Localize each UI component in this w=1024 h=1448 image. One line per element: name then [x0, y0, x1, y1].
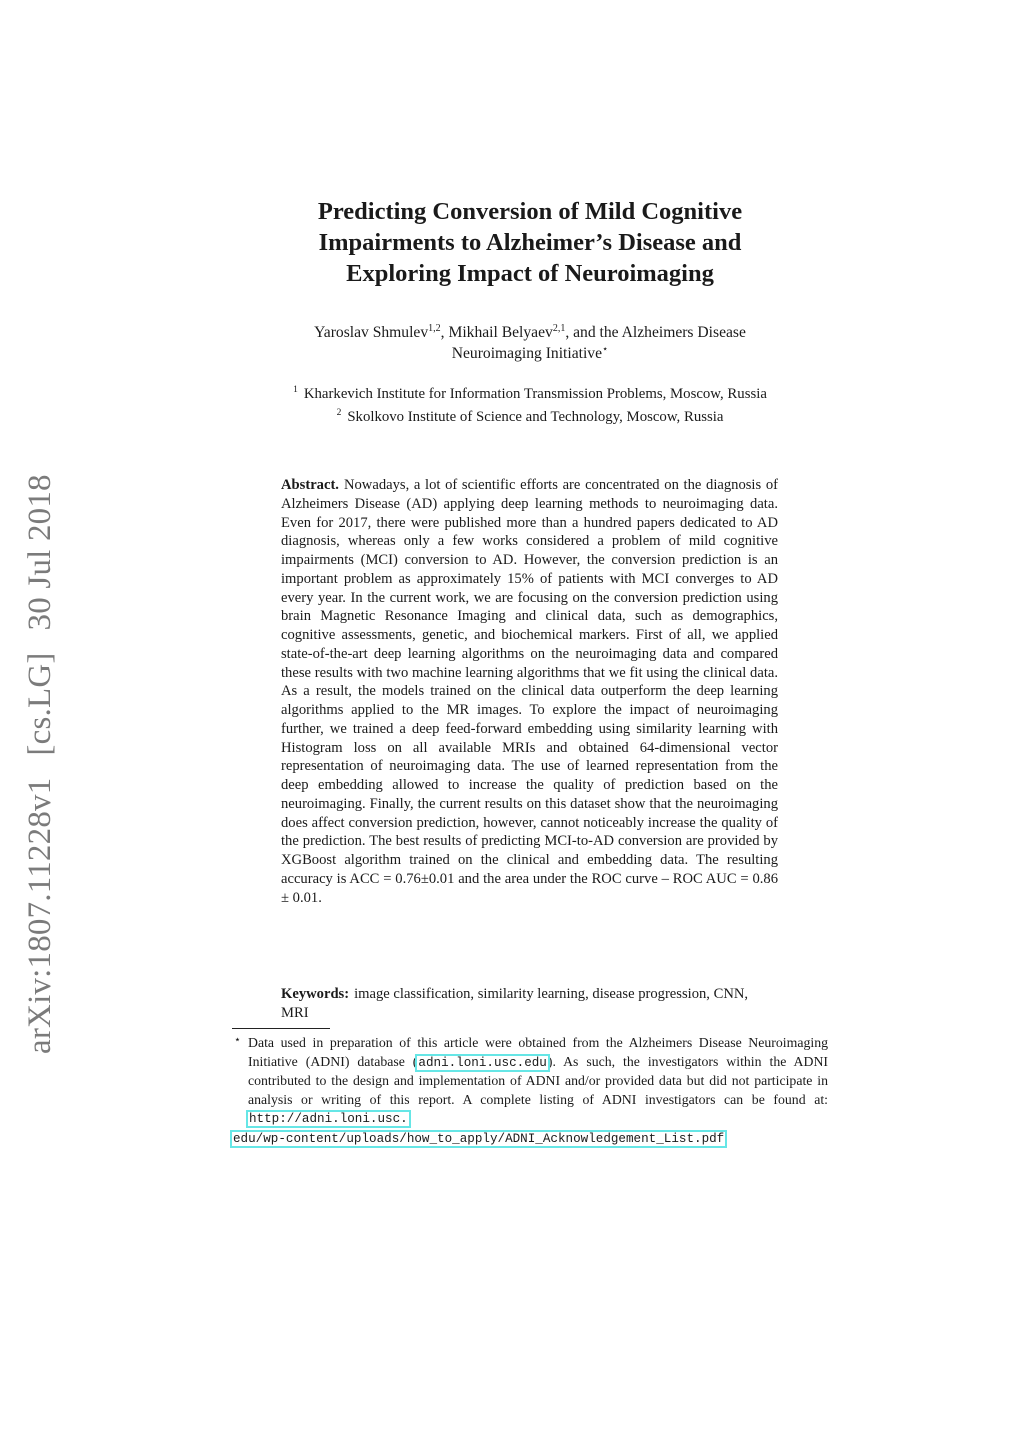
author-belyaev: Mikhail Belyaev	[448, 324, 553, 341]
title-line-2: Impairments to Alzheimer’s Disease and	[318, 229, 742, 256]
abstract-text: Nowadays, a lot of scientific efforts are concentrated on the diagnosis of Alzheimers Disease (AD) applying deep learning methods to neuroimaging data. Even for 2017, there were published more than a hundred papers dedicated to AD diagnosis, whereas only a few works considered a problem of mild cognitive impairments (MCI) conversion to AD. However, the conversion prediction is an important problem as approximately 15% of patients with MCI converges to AD every year. In the current work, we are focusing on the conversion prediction using brain Magnetic Resonance Imaging and clinical data, such as demographics, cognitive assessments, genetic, and biochemical markers. First of all, we applied state-of-the-art deep learning algorithms on the neuroimaging data and compared these results with two machine learning algorithms that we fit using the clinical data. As a result, the models trained on the clinical data outperform the deep learning algorithms applied to the MR images. To explore the impact of neuroimaging further, we trained a deep feed-forward embedding using similarity learning with Histogram loss on all available MRIs and obtained 64-dimensional vector representation of neuroimaging data. The use of learned representation from the deep embedding allowed to increase the quality of prediction based on the neuroimaging. Finally, the current results on this dataset show that the neuroimaging does affect conversion prediction, however, cannot noticeably increase the quality of the prediction. The best results of predicting MCI-to-AD conversion are provided by XGBoost algorithm trained on the clinical and embedding data. The resulting accuracy is ACC = 0.76±0.01 and the area under the ROC curve – ROC AUC = 0.86 ± 0.01.	[281, 477, 778, 906]
footnote-mark: ⋆	[234, 1034, 241, 1046]
affiliation-2-text: Skolkovo Institute of Science and Technology, Moscow, Russia	[347, 409, 724, 426]
abstract-label: Abstract.	[281, 477, 339, 493]
affiliation-1-text: Kharkevich Institute for Information Transmission Problems, Moscow, Russia	[303, 385, 767, 402]
affiliation-2	[200, 404, 860, 427]
footnote-text-before: Data used in preparation of this article were obtained from the Alzheimers Disease Neuroimaging Initiative (ADNI) database (	[248, 1035, 828, 1069]
affiliation-1-mark: 1	[293, 385, 298, 395]
footnote-link-line	[232, 1129, 828, 1149]
keywords-label: Keywords:	[281, 986, 350, 1002]
affiliations	[200, 381, 860, 428]
footnote-body	[232, 1034, 828, 1148]
adni-acknowledgement-link-part2[interactable]: edu/wp-content/uploads/how_to_apply/ADNI_Acknowledgement_List.pdf	[233, 1131, 725, 1146]
footnote-divider	[232, 1028, 330, 1029]
keywords-text: image classification, similarity learning, disease progression, CNN, MRI	[281, 986, 749, 1021]
author-group-footnote-mark: ⋆	[602, 343, 609, 355]
adni-database-link[interactable]: adni.loni.usc.edu	[418, 1055, 547, 1070]
author-list: Yaroslav Shmulev$^{1,2}$, Mikhail Belyaev$^{2,1}$, and the Alzheimers Disease Neuroimaging Initiative⋆	[314, 322, 746, 362]
footnote	[232, 1034, 828, 1148]
title-line-1: Predicting Conversion of Mild Cognitive	[317, 198, 743, 225]
footnote-text-middle: ). As such, the investigators within the ADNI contributed to the design and implementation of ADNI and/or provided data but did not participate in analysis or writing of this report. A complete listing of ADNI investigators can be found at:	[248, 1053, 828, 1107]
author-shmulev: Yaroslav Shmulev	[314, 324, 429, 341]
arxiv-category: [cs.LG]	[22, 652, 58, 756]
affiliation-1	[200, 381, 860, 404]
arxiv-side-stamp	[22, 474, 59, 1054]
author-group-line1: and the Alzheimers Disease	[573, 324, 746, 341]
keywords	[281, 985, 778, 1023]
title-line-3: Exploring Impact of Neuroimaging	[346, 260, 714, 287]
arxiv-id: arXiv:1807.11228v1	[22, 777, 58, 1054]
arxiv-date: 30 Jul 2018	[22, 474, 58, 631]
adni-acknowledgement-link-part1[interactable]: http://adni.loni.usc.	[249, 1112, 408, 1126]
affiliation-2-mark: 2	[336, 408, 342, 419]
abstract	[281, 476, 778, 907]
paper-title	[232, 196, 828, 289]
author-shmulev-affil: 1,2	[428, 322, 441, 334]
author-group-line2: Neuroimaging Initiative	[451, 345, 602, 362]
author-belyaev-affil: 2,1	[552, 322, 566, 334]
